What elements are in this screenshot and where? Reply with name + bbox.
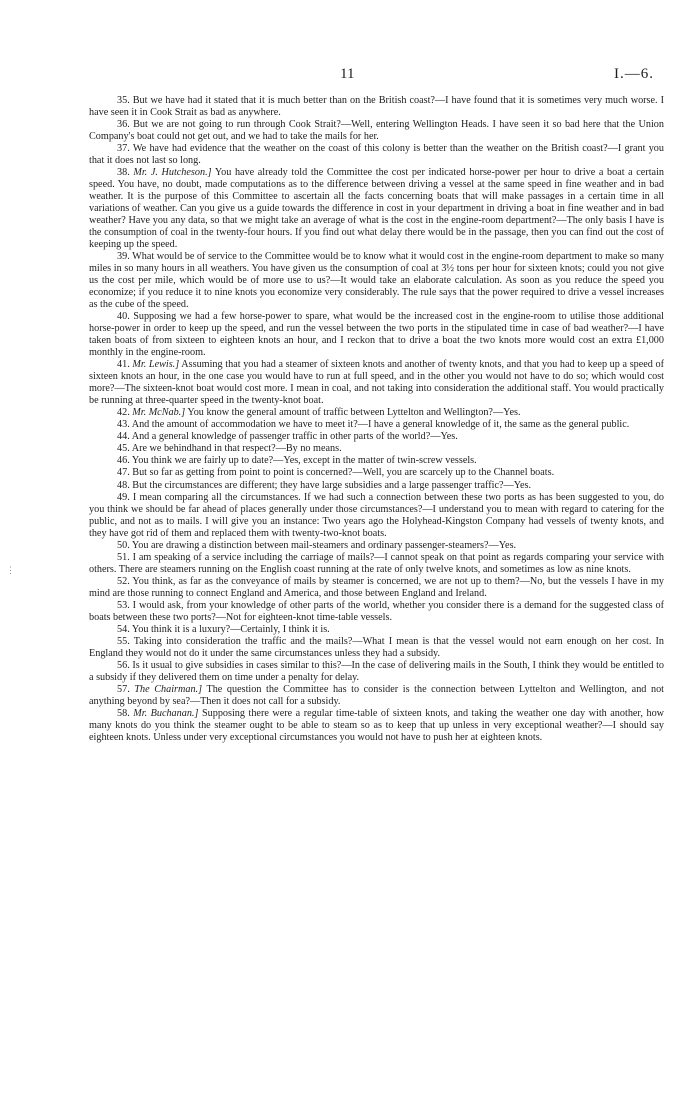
page-header bbox=[0, 66, 700, 86]
question-paragraph bbox=[89, 600, 664, 624]
question-text: But we have had it stated that it is much better than on the British coast?—I have found that it is sometimes very much worse. I have seen it in Cook Strait as bad as anywhere. bbox=[89, 95, 665, 119]
question-paragraph bbox=[89, 660, 664, 684]
question-number: 52. bbox=[117, 575, 130, 587]
question-paragraph bbox=[89, 311, 664, 359]
question-text: Is it usual to give subsidies in cases similar to this?—In the case of delivering mails in the South, I think they would be entitled to a subsidy if they delivered them on time under a penalty for delay. bbox=[89, 659, 665, 683]
question-number: 37. bbox=[117, 143, 130, 155]
question-paragraph bbox=[89, 167, 664, 251]
question-text: But the circumstances are different; they have large subsidies and a large passenger traffic?—Yes. bbox=[132, 479, 532, 491]
question-text: The question the Committee has to consider is the connection between Lyttelton and Wellington, and not anything beyond by sea?—Then it does not call for a subsidy. bbox=[89, 683, 665, 707]
question-text: And a general knowledge of passenger traffic in other parts of the world?—Yes. bbox=[131, 431, 458, 443]
question-number: 46. bbox=[117, 455, 130, 467]
question-paragraph bbox=[89, 552, 664, 576]
question-text: What would be of service to the Committee would be to know what it would cost in the engine-room department to make so many miles in so many hours in all weathers. You have given us the consumption of coal at 3½ tons per hour for sixteen knots; could you not give us the cost per mile, which would be of more use to us?—It would take an elaborate calculation. As soon as you reduce the speed you economize; if you reduce it to nine knots you economize very considerably. The rule says that the power required to drive a vessel increases as the cube of the speed. bbox=[89, 251, 664, 311]
question-number: 43. bbox=[117, 419, 130, 431]
question-paragraph bbox=[89, 708, 664, 744]
question-number: 35. bbox=[117, 95, 130, 106]
question-number: 53. bbox=[117, 599, 130, 611]
speaker-name: Mr. J. Hutcheson.] bbox=[133, 167, 212, 179]
question-text: Supposing there were a regular time-table of sixteen knots, and taking the weather one day with another, how many knots do you think the steamer ought to be able to steam so as to keep that up unless in very exceptional weather?—I should say eighteen knots. Unless under very exceptional circumstances you would not have to push her at eighteen knots. bbox=[89, 707, 665, 743]
speaker-name: Mr. McNab.] bbox=[132, 407, 186, 419]
question-number: 45. bbox=[117, 443, 130, 455]
question-paragraph bbox=[89, 576, 664, 600]
question-number: 41. bbox=[117, 359, 130, 371]
question-paragraph bbox=[89, 407, 664, 419]
question-paragraph bbox=[89, 251, 664, 311]
question-number: 47. bbox=[117, 467, 130, 479]
question-number: 48. bbox=[117, 479, 130, 491]
margin-mark: ⋮ bbox=[6, 565, 15, 575]
question-text: Supposing we had a few horse-power to spare, what would be the increased cost in the engine-room to utilise those additional horse-power in order to keep up the speed, and run the vessel between the two ports in the stipulated time in case of bad weather?—I have taken boats of from sixteen to eighteen knots an hour, and I reckon that to drive a boat the two knots more would cost an extra £1,000 monthly in the engine-room. bbox=[89, 311, 665, 359]
question-text: You are drawing a distinction between mail-steamers and ordinary passenger-steamers?—Yes. bbox=[131, 539, 517, 551]
page-number: 11 bbox=[340, 66, 355, 82]
question-text: You know the general amount of traffic between Lyttelton and Wellington?—Yes. bbox=[187, 407, 521, 419]
speaker-name: Mr. Lewis.] bbox=[132, 359, 180, 371]
question-text: Assuming that you had a steamer of sixteen knots and another of twenty knots, and that you had to keep up a speed of sixteen knots an hour, in the one case you would have to run at full speed, and in the other you would not have to do so; which would cost more?—The sixteen-knot boat would cost more. I mean in coal, and not taking into consideration the additional staff. You would practically be running at three-quarter speed in the twenty-knot boat. bbox=[89, 359, 665, 407]
question-number: 55. bbox=[117, 635, 130, 647]
question-number: 56. bbox=[117, 659, 130, 671]
speaker-name: The Chairman.] bbox=[134, 683, 203, 695]
question-text: You think, as far as the conveyance of mails by steamer is concerned, we are not up to them?—No, but the vessels I have in my mind are those running to connect England and America, and those between England and Ireland. bbox=[89, 575, 664, 599]
question-paragraph bbox=[89, 636, 664, 660]
speaker-name: Mr. Buchanan.] bbox=[133, 707, 199, 719]
question-paragraph bbox=[89, 492, 664, 540]
question-text: I am speaking of a service including the carriage of mails?—I cannot speak on that point as regards comparing your service with others. There are steamers running on the English coast running at the rate of only twelve knots, and sometimes as low as nine knots. bbox=[89, 551, 664, 575]
question-text: And the amount of accommodation we have to meet it?—I have a general knowledge of it, the same as the general public. bbox=[131, 419, 630, 431]
question-number: 57. bbox=[117, 683, 130, 695]
question-paragraph bbox=[89, 419, 664, 431]
question-paragraph bbox=[89, 143, 664, 167]
question-paragraph bbox=[89, 540, 664, 552]
question-text: You think we are fairly up to date?—Yes, except in the matter of twin-screw vessels. bbox=[131, 455, 477, 467]
question-text: Taking into consideration the traffic and the mails?—What I mean is that the vessel would not earn enough on her cost. In England they would not do it under the same circumstances unless they had a subsidy. bbox=[89, 635, 664, 659]
question-number: 51. bbox=[117, 551, 130, 563]
question-text: But so far as getting from point to point is concerned?—Well, you are scarcely up to the Channel boats. bbox=[132, 467, 555, 479]
question-number: 39. bbox=[117, 251, 130, 263]
question-text: I mean comparing all the circumstances. If we had such a connection between these two ports as has been suggested to you, do you think we should be far ahead of places generally under those circumstances?—I understand you to mean with regard to catering for the public, and not as to mails. I will give you an instance: Two years ago the Holyhead-Kingston Company had vessels of twenty knots, and they have got rid of them and replaced them with twenty-two-knot boats. bbox=[89, 491, 665, 539]
document-reference: I.—6. bbox=[614, 66, 654, 82]
question-number: 44. bbox=[117, 431, 130, 443]
question-text: We have had evidence that the weather on the coast of this colony is better than the weather on the British coast?—I grant you that it does not last so long. bbox=[89, 143, 664, 167]
question-paragraph bbox=[89, 119, 664, 143]
question-paragraph bbox=[89, 684, 664, 708]
question-paragraph bbox=[89, 359, 664, 407]
evidence-body bbox=[89, 95, 664, 744]
question-paragraph bbox=[89, 480, 664, 492]
question-paragraph bbox=[89, 431, 664, 443]
question-paragraph bbox=[89, 467, 664, 479]
question-paragraph bbox=[89, 95, 664, 119]
question-text: Are we behindhand in that respect?—By no means. bbox=[131, 443, 342, 455]
question-text: But we are not going to run through Cook Strait?—Well, entering Wellington Heads. I have seen it so bad here that the Union Company's boat could not get out, and we had to take the mails for her. bbox=[89, 119, 664, 143]
question-number: 50. bbox=[117, 539, 130, 551]
question-paragraph bbox=[89, 455, 664, 467]
question-number: 38. bbox=[117, 167, 130, 179]
question-text: You have already told the Committee the cost per indicated horse-power per hour to drive a boat a certain speed. You have, no doubt, made computations as to the difference between driving a vessel at the same speed in fine weather and in bad weather. It is the purpose of this Committee to ascertain all the facts concerning boats that will make passages in a certain time in all variations of weather. Can you give us a guide towards the difference in cost in your department in driving a boat in fine weather and in bad weather? Have you any data, so that we might take an average of what is the cost in the engine-room department?—The only basis I have is the consumption of coal in the twenty-four hours. If you find out what delay there would be in the passage, then you can find out the cost of keeping up the speed. bbox=[89, 167, 664, 251]
question-number: 36. bbox=[117, 119, 130, 131]
question-number: 49. bbox=[117, 491, 130, 503]
question-paragraph bbox=[89, 443, 664, 455]
question-text: I would ask, from your knowledge of other parts of the world, whether you consider there is a demand for the suggested class of boats between these two ports?—Not for eighteen-knot time-table vessels. bbox=[89, 599, 664, 623]
question-text: You think it is a luxury?—Certainly, I think it is. bbox=[131, 623, 330, 635]
question-number: 42. bbox=[117, 407, 130, 419]
question-number: 54. bbox=[117, 623, 130, 635]
question-paragraph bbox=[89, 624, 664, 636]
question-number: 40. bbox=[117, 311, 130, 323]
question-number: 58. bbox=[117, 707, 130, 719]
